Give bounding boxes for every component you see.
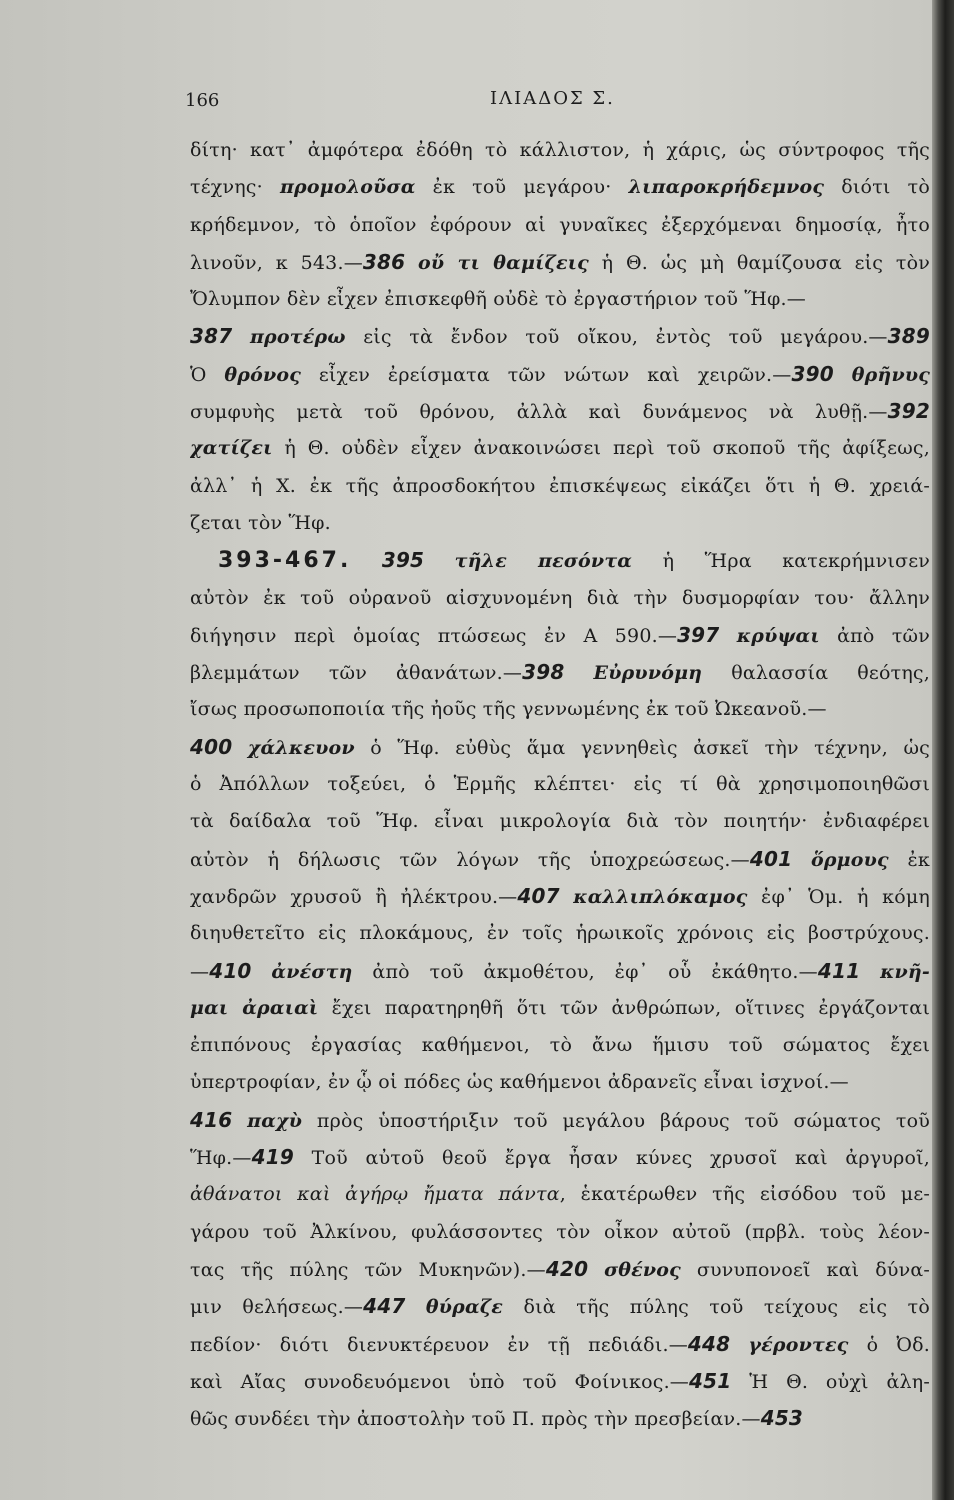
line-number: 401 (749, 846, 793, 871)
text-run: , ἑκατέρωθεν τῆς εἰσόδου τοῦ με- (559, 1183, 930, 1206)
text-run: ἀπὸ τοῦ ἀκμοθέτου, ἐφ᾿ οὗ ἐκάθητο.— (352, 960, 818, 983)
text-run: θῶς συνδέει τὴν ἀποστολὴν τοῦ Π. πρὸς τὴν πρεσβείαν.— (190, 1408, 761, 1431)
headword: χατίζει (190, 437, 273, 460)
text-run (564, 662, 593, 684)
text-run: τὰ δαίδαλα τοῦ Ἥφ. εἶναι μικρολογία διὰ τὸν ποιητήν· ἐνδιαφέρει (190, 810, 930, 833)
line-number: 397 (677, 622, 720, 647)
text-line (190, 1214, 930, 1251)
text-line (190, 356, 930, 393)
text-run: μιν θελήσεως.— (190, 1296, 364, 1319)
text-line (190, 430, 930, 467)
text-line (190, 1288, 930, 1325)
headword: μαι ἀραιαὶ (190, 996, 319, 1019)
line-number: 398 (522, 660, 565, 685)
text-run: ὁ Ὀδ. (848, 1333, 930, 1356)
page-edge-shadow (932, 0, 954, 1500)
text-run: ἡ Θ. οὐδὲν εἶχεν ἀνακοινώσει περὶ τοῦ σκοποῦ τῆς ἀφίξεως, (272, 437, 930, 460)
text-line (190, 1027, 930, 1064)
text-line (190, 281, 930, 318)
headword: προτέρω (249, 326, 346, 349)
text-run: διήγησιν περὶ ὁμοίας πτώσεως ἐν Α 590.— (190, 624, 678, 647)
text-run: κρήδεμνον, τὸ ὁποῖον ἐφόρουν αἱ γυναῖκες ἐξερχόμεναι δημοσίᾳ, ἦτο (190, 213, 930, 236)
text-line (190, 132, 930, 169)
text-line (190, 953, 930, 990)
line-number: 416 (190, 1107, 233, 1132)
text-run: καὶ Αἴας συνοδευόμενοι ὑπὸ τοῦ Φοίνικος.— (190, 1370, 690, 1393)
line-number: 451 (689, 1368, 732, 1393)
line-number: 447 (363, 1294, 406, 1319)
text-line (190, 878, 930, 915)
text-run: εἰς τὰ ἔνδον τοῦ οἴκου, ἐντὸς τοῦ μεγάρου.— (345, 326, 888, 349)
text-run (834, 364, 852, 386)
text-line (190, 207, 930, 244)
line-number: 389 (887, 324, 930, 349)
text-run: δίτη· κατ᾿ ἀμφότερα ἐδόθη τὸ κάλλιστον, ἡ χάρις, ὡς σύντροφος τῆς (190, 139, 930, 161)
headword: κρύψαι (736, 624, 820, 647)
line-number: 400 (190, 734, 233, 759)
text-line (190, 1363, 930, 1400)
text-run (351, 550, 381, 572)
text-run (730, 1334, 748, 1356)
text-line (190, 580, 930, 617)
text-run: συμφυὴς μετὰ τοῦ θρόνου, ἀλλὰ καὶ δυνάμενος νὰ λυθῇ.— (190, 401, 888, 424)
line-number: 390 (791, 361, 834, 386)
text-run: Τοῦ αὐτοῦ θεοῦ ἔργα ἦσαν κύνες χρυσοῖ καὶ ἀργυροῖ, (293, 1147, 930, 1170)
text-run: ἀλλ᾿ ἡ Χ. ἐκ τῆς ἀπροσδοκήτου ἐπισκέψεως εἰκάζει ὅτι ἡ Θ. χρειά- (190, 474, 930, 497)
text-run: θαλασσία θεότης, (702, 662, 930, 685)
text-line (190, 803, 930, 840)
line-number: 448 (687, 1331, 731, 1356)
text-run: Ὄλυμπον δὲν εἶχεν ἐπισκεφθῆ οὐδὲ τὸ ἐργαστήριον τοῦ Ἥφ.— (190, 288, 806, 311)
text-run: αὐτὸν ἐκ τοῦ οὐρανοῦ αἰσχυνομένη διὰ τὴν δυσμορφίαν του· ἄλλην (190, 586, 930, 609)
headword: γέροντες (748, 1333, 849, 1356)
text-line (190, 542, 930, 579)
text-run: συνυπονοεῖ καὶ δύνα- (680, 1258, 930, 1281)
headword: Εὐρυνόμη (593, 662, 703, 685)
text-line (190, 1139, 930, 1176)
text-run: τέχνης· (190, 176, 280, 199)
text-run: αὐτὸν ἡ δήλωσις τῶν λόγων τῆς ὑποχρεώσεως.— (190, 848, 750, 871)
text-run: Ἡ Θ. οὐχὶ ἀλη- (731, 1370, 930, 1393)
text-line (190, 169, 930, 206)
text-line (190, 691, 930, 728)
text-run: ἐκ τοῦ μεγάρου· (415, 176, 629, 199)
text-run (232, 326, 250, 348)
section-range: 393-467. (218, 548, 352, 574)
headword: προμολοῦσα (279, 176, 416, 199)
text-line (190, 1251, 930, 1288)
text-run: ὁ Ἥφ. εὐθὺς ἅμα γεννηθεὶς ἀσκεῖ τὴν τέχνην, ὡς (354, 736, 930, 759)
text-line (190, 318, 930, 355)
page-number: 166 (185, 90, 220, 111)
line-number: 386 (362, 249, 406, 274)
headword: θρόνος (224, 363, 301, 386)
text-run (719, 625, 736, 647)
headword: σθένος (604, 1258, 681, 1281)
text-run: τας τῆς πύλης τῶν Μυκηνῶν).— (190, 1258, 546, 1281)
text-line (190, 766, 930, 803)
line-number: 387 (190, 324, 233, 349)
headword: κνῆ- (880, 960, 930, 983)
text-run: ζεται τὸν Ἥφ. (190, 511, 331, 534)
text-run (232, 737, 248, 759)
text-run (560, 886, 574, 908)
text-run: ἐπιπόνους ἐργασίας καθήμενοι, τὸ ἄνω ἥμισυ τοῦ σώματος ἔχει (190, 1034, 930, 1057)
text-run: ἡ Θ. ὡς μὴ θαμίζουσα εἰς τὸν (588, 251, 930, 274)
text-line (190, 505, 930, 542)
line-number: 453 (760, 1406, 804, 1431)
line-number: 411 (817, 958, 861, 983)
text-run (424, 550, 454, 572)
text-run: ὁ Ἀπόλλων τοξεύει, ὁ Ἑρμῆς κλέπτει· εἰς τί θὰ χρησιμοποιηθῶσι (190, 773, 930, 796)
text-run: ἐφ᾿ Ὁμ. ἡ κόμη (747, 885, 930, 908)
headword: οὔ τι θαμίζεις (418, 251, 589, 274)
running-head: ΙΛΙΑΔΟΣ Σ. (490, 88, 615, 109)
text-line (190, 915, 930, 952)
text-line (190, 1102, 930, 1139)
line-number: 410 (209, 958, 252, 983)
headword: θύραζε (425, 1296, 504, 1319)
line-number: 395 (381, 548, 425, 573)
text-run: Ἥφ.— (190, 1147, 252, 1170)
text-run: διὰ τῆς πύλης τοῦ τείχους εἰς τὸ (503, 1296, 930, 1319)
text-run (252, 961, 272, 983)
line-number: 407 (517, 883, 560, 908)
text-run: πρὸς ὑποστήριξιν τοῦ μεγάλου βάρους τοῦ σώματος τοῦ (302, 1109, 930, 1132)
text-run (232, 1110, 247, 1132)
text-run: ἀπὸ τῶν (819, 624, 930, 647)
text-run: πεδίον· διότι διενυκτέρευον ἐν τῇ πεδιάδι.— (190, 1333, 688, 1356)
headword: ἀνέστη (271, 960, 353, 983)
headword: λιπαροκρήδεμνος (628, 176, 825, 199)
text-line (190, 1064, 930, 1101)
headword: τῆλε πεσόντα (454, 550, 633, 573)
text-run: διότι τὸ (824, 176, 930, 199)
text-run (405, 252, 418, 274)
text-run: ἡ Ἥρα κατεκρήμνισεν (632, 550, 930, 573)
headword: θρῆνυς (851, 363, 930, 386)
text-run (588, 1259, 604, 1281)
text-line (190, 468, 930, 505)
text-run (792, 849, 811, 871)
text-run: χανδρῶν χρυσοῦ ἢ ἠλέκτρου.— (190, 885, 518, 908)
text-line (190, 393, 930, 430)
text-run (405, 1296, 425, 1318)
text-line (190, 990, 930, 1027)
text-run: Ὁ (190, 363, 225, 386)
text-run (860, 961, 880, 983)
text-line (190, 841, 930, 878)
text-line (190, 1400, 930, 1437)
text-run: ἴσως προσωποποιία τῆς ἠοῦς τῆς γεννωμένης ἐκ τοῦ Ὠκεανοῦ.— (190, 698, 827, 721)
text-line (190, 729, 930, 766)
text-run: ἔχει παρατηρηθῆ ὅτι τῶν ἀνθρώπων, οἵτινες ἐργάζονται (318, 996, 930, 1019)
headword: καλλιπλόκαμος (573, 885, 748, 908)
line-number: 420 (545, 1256, 589, 1281)
text-run: γάρου τοῦ Ἀλκίνου, φυλάσσοντες τὸν οἶκον αὐτοῦ (πρβλ. τοὺς λέον- (190, 1220, 930, 1243)
text-run: διηυθετεῖτο εἰς πλοκάμους, ἐν τοῖς ἡρωικοῖς χρόνοις εἰς βοστρύχους. (190, 922, 930, 945)
headword: χάλκευον (247, 736, 355, 759)
headword: ὅρμους (810, 848, 889, 871)
text-line (190, 1326, 930, 1363)
commentary-text (190, 132, 930, 1437)
text-line (190, 654, 930, 691)
text-run: ὑπερτροφίαν, ἐν ᾧ οἱ πόδες ὡς καθήμενοι ἀδρανεῖς εἶναι ἰσχνοί.— (190, 1071, 849, 1094)
text-run: βλεμμάτων τῶν ἀθανάτων.— (190, 662, 523, 685)
line-number: 419 (251, 1145, 294, 1170)
line-number: 392 (887, 399, 930, 424)
text-line (190, 617, 930, 654)
text-line (190, 1176, 930, 1213)
text-run: εἶχεν ἐρείσματα τῶν νώτων καὶ χειρῶν.— (301, 363, 792, 386)
text-line (190, 244, 930, 281)
italic-quote: ἀθάνατοι καὶ ἀγήρῳ ἤματα πάντα (190, 1183, 560, 1206)
text-run: — (190, 960, 210, 983)
text-run: λινοῦν, κ 543.— (190, 251, 363, 274)
headword: παχὺ (247, 1109, 303, 1132)
text-run: ἐκ (888, 848, 930, 871)
